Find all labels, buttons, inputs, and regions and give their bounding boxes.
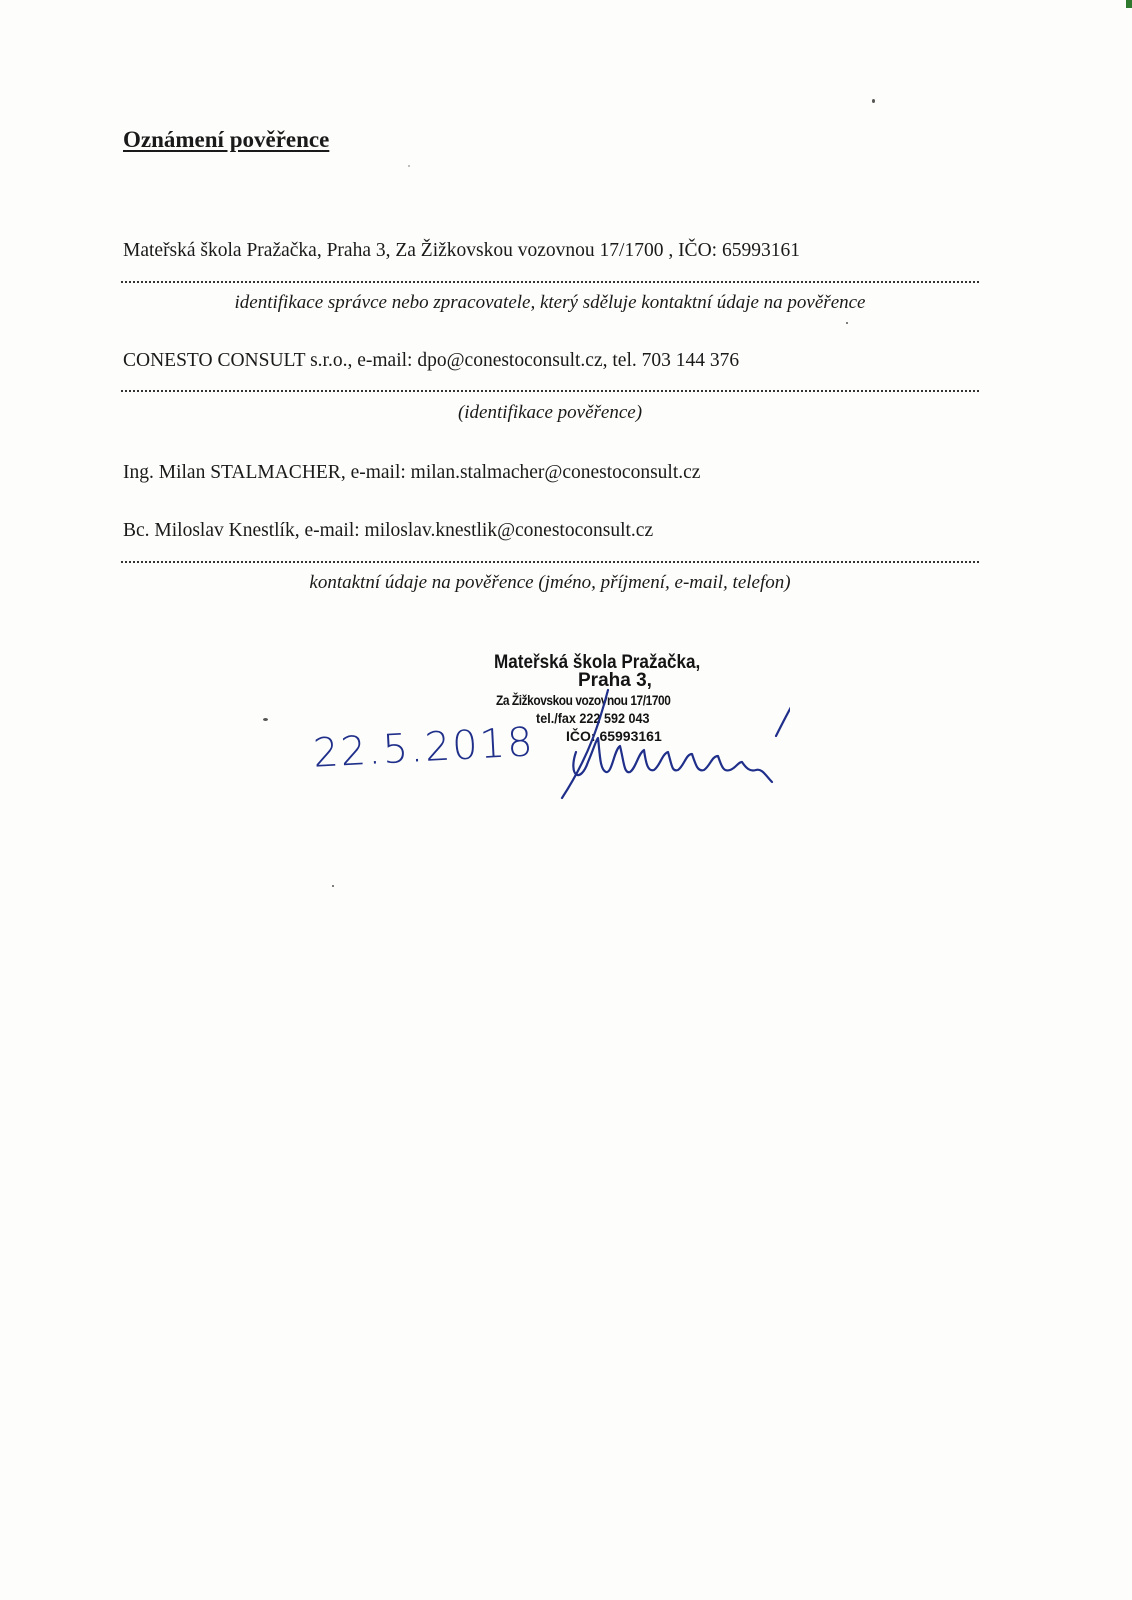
stamp-line-1: Mateřská škola Pražačka, bbox=[494, 652, 701, 673]
scan-speck bbox=[872, 99, 875, 103]
contact-line-2: Bc. Miloslav Knestlík, e-mail: miloslav.knestlik@conestoconsult.cz bbox=[123, 520, 654, 541]
signature bbox=[550, 680, 790, 810]
scan-speck bbox=[846, 322, 848, 324]
dotted-divider bbox=[121, 555, 979, 563]
contacts-caption: kontaktní údaje na pověřence (jméno, příjmení, e-mail, telefon) bbox=[309, 572, 791, 593]
scan-speck bbox=[408, 165, 410, 167]
document-title: Oznámení pověřence bbox=[123, 127, 330, 152]
scan-speck bbox=[263, 718, 268, 721]
contact-line-1: Ing. Milan STALMACHER, e-mail: milan.stalmacher@conestoconsult.cz bbox=[123, 462, 701, 483]
stamp-line-5: IČO: 65993161 bbox=[566, 728, 662, 744]
handwritten-date: 22.5.2018 bbox=[311, 719, 536, 777]
dpo-line: CONESTO CONSULT s.r.o., e-mail: dpo@conestoconsult.cz, tel. 703 144 376 bbox=[123, 350, 740, 371]
dotted-divider bbox=[121, 275, 979, 283]
dotted-divider bbox=[121, 384, 979, 392]
controller-caption: identifikace správce nebo zpracovatele, který sděluje kontaktní údaje na pověřence bbox=[234, 292, 866, 313]
scan-speck bbox=[332, 885, 334, 887]
stamp-line-3: Za Žižkovskou vozovnou 17/1700 bbox=[496, 692, 671, 708]
stamp-line-2: Praha 3, bbox=[578, 670, 652, 691]
dpo-caption: (identifikace pověřence) bbox=[457, 402, 643, 423]
controller-line: Mateřská škola Pražačka, Praha 3, Za Žižkovskou vozovnou 17/1700 , IČO: 65993161 bbox=[123, 240, 800, 261]
stamp-line-4: tel./fax 222 592 043 bbox=[536, 710, 650, 726]
scan-edge-mark bbox=[1126, 0, 1132, 8]
